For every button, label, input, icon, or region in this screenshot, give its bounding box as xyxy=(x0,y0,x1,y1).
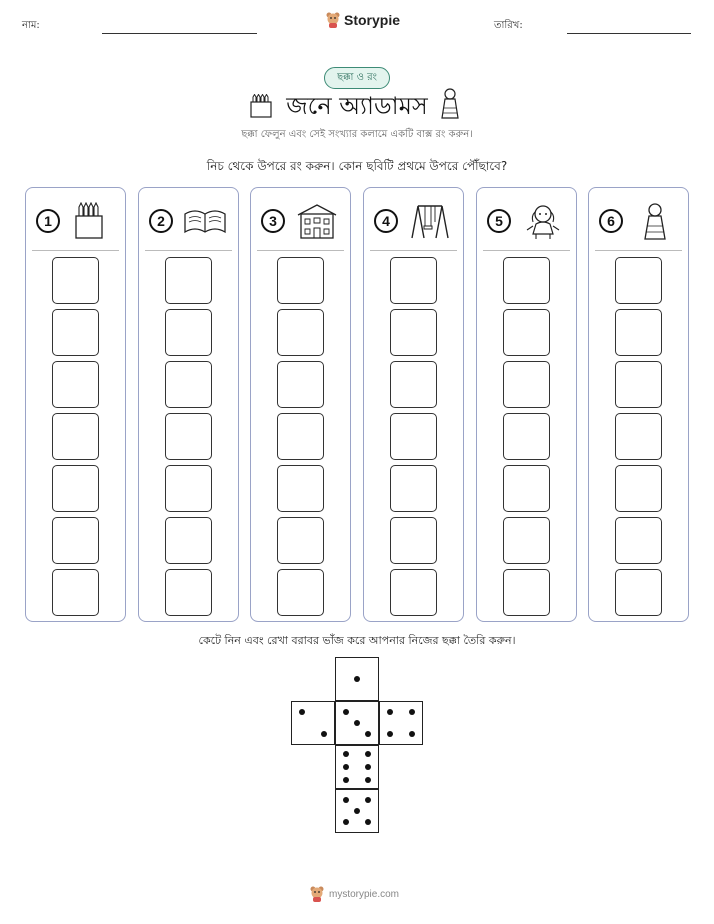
color-box[interactable] xyxy=(390,309,437,356)
die-pip xyxy=(354,676,360,682)
die-face-4 xyxy=(379,701,423,745)
name-label: নাম: xyxy=(22,20,40,31)
column-5 xyxy=(476,187,577,622)
column-number: 4 xyxy=(374,209,398,233)
footer xyxy=(310,886,399,902)
die-pip xyxy=(343,819,349,825)
worksheet-title: জনে অ্যাডামস xyxy=(286,92,428,120)
column-number: 5 xyxy=(487,209,511,233)
doll-figure-icon xyxy=(440,88,460,120)
date-label: তারিখ: xyxy=(494,20,523,31)
color-box[interactable] xyxy=(615,413,662,460)
die-pip xyxy=(409,731,415,737)
dice-instruction: কেটে নিন এবং রেখা বরাবর ভাঁজ করে আপনার নিজের ছক্কা তৈরি করুন। xyxy=(198,634,516,647)
color-box[interactable] xyxy=(277,569,324,616)
footer-url: mystorypie.com xyxy=(329,888,400,900)
color-box[interactable] xyxy=(390,413,437,460)
swing-set-icon xyxy=(408,202,452,240)
color-box[interactable] xyxy=(277,465,324,512)
die-pip xyxy=(321,731,327,737)
color-box[interactable] xyxy=(52,361,99,408)
school-building-icon xyxy=(295,202,339,240)
color-box[interactable] xyxy=(503,413,550,460)
die-pip xyxy=(343,797,349,803)
die-pip xyxy=(343,751,349,757)
die-pip xyxy=(365,797,371,803)
die-pip xyxy=(343,777,349,783)
color-box[interactable] xyxy=(165,517,212,564)
die-pip xyxy=(354,808,360,814)
column-header xyxy=(149,202,229,238)
column-header xyxy=(36,202,116,238)
die-pip xyxy=(365,764,371,770)
open-book-icon xyxy=(183,202,227,240)
name-line[interactable] xyxy=(102,33,257,34)
die-pip xyxy=(365,751,371,757)
die-pip xyxy=(387,731,393,737)
color-box[interactable] xyxy=(390,517,437,564)
color-box[interactable] xyxy=(277,309,324,356)
column-number: 3 xyxy=(261,209,285,233)
color-box[interactable] xyxy=(165,569,212,616)
die-face-2 xyxy=(291,701,335,745)
die-face-6 xyxy=(335,745,379,789)
color-box[interactable] xyxy=(390,465,437,512)
color-box[interactable] xyxy=(615,309,662,356)
column-divider xyxy=(32,250,119,251)
color-box[interactable] xyxy=(615,465,662,512)
column-divider xyxy=(370,250,457,251)
die-pip xyxy=(343,764,349,770)
column-3 xyxy=(250,187,351,622)
brand-logo xyxy=(326,12,400,28)
brand-name: Storypie xyxy=(344,12,401,28)
column-number: 1 xyxy=(36,209,60,233)
color-box[interactable] xyxy=(615,257,662,304)
column-divider xyxy=(483,250,570,251)
color-box[interactable] xyxy=(277,361,324,408)
die-pip xyxy=(365,777,371,783)
bear-mascot-icon xyxy=(310,886,324,902)
column-number: 2 xyxy=(149,209,173,233)
die-face-1 xyxy=(335,657,379,701)
die-pip xyxy=(365,731,371,737)
girl-doll-icon xyxy=(521,202,565,240)
color-box[interactable] xyxy=(165,413,212,460)
crayons-icon xyxy=(70,202,114,240)
color-box[interactable] xyxy=(503,361,550,408)
die-pip xyxy=(299,709,305,715)
column-divider xyxy=(145,250,232,251)
color-box[interactable] xyxy=(165,465,212,512)
subtitle: ছক্কা ফেলুন এবং সেই সংখ্যার কলামে একটি বাক্স রং করুন। xyxy=(241,129,473,140)
die-pip xyxy=(365,819,371,825)
color-box[interactable] xyxy=(52,413,99,460)
color-box[interactable] xyxy=(165,361,212,408)
color-box[interactable] xyxy=(390,361,437,408)
doll-figure-icon xyxy=(633,202,677,240)
column-number: 6 xyxy=(599,209,623,233)
color-box[interactable] xyxy=(277,257,324,304)
column-header xyxy=(374,202,454,238)
column-divider xyxy=(257,250,344,251)
column-header xyxy=(599,202,679,238)
die-pip xyxy=(354,720,360,726)
column-1 xyxy=(25,187,126,622)
color-box[interactable] xyxy=(503,309,550,356)
column-header xyxy=(261,202,341,238)
bear-mascot-icon xyxy=(326,12,340,28)
column-6 xyxy=(588,187,689,622)
column-4 xyxy=(363,187,464,622)
color-box[interactable] xyxy=(390,569,437,616)
color-box[interactable] xyxy=(503,465,550,512)
color-box[interactable] xyxy=(503,517,550,564)
color-box[interactable] xyxy=(52,517,99,564)
die-pip xyxy=(409,709,415,715)
main-instruction: নিচ থেকে উপরে রং করুন। কোন ছবিটি প্রথমে উপরে পৌঁছাবে? xyxy=(206,159,508,173)
color-box[interactable] xyxy=(165,309,212,356)
color-box[interactable] xyxy=(165,257,212,304)
color-box[interactable] xyxy=(52,309,99,356)
color-box[interactable] xyxy=(52,465,99,512)
color-box[interactable] xyxy=(52,569,99,616)
color-box[interactable] xyxy=(52,257,99,304)
die-face-3 xyxy=(335,701,379,745)
color-box[interactable] xyxy=(503,257,550,304)
column-divider xyxy=(595,250,682,251)
die-pip xyxy=(387,709,393,715)
color-box[interactable] xyxy=(277,413,324,460)
color-box[interactable] xyxy=(615,569,662,616)
die-face-5 xyxy=(335,789,379,833)
color-box[interactable] xyxy=(615,361,662,408)
color-box[interactable] xyxy=(615,517,662,564)
color-box[interactable] xyxy=(390,257,437,304)
die-pip xyxy=(343,709,349,715)
color-box[interactable] xyxy=(503,569,550,616)
category-badge: ছক্কা ও রং xyxy=(324,67,390,89)
column-2 xyxy=(138,187,239,622)
date-line[interactable] xyxy=(567,33,691,34)
color-box[interactable] xyxy=(277,517,324,564)
column-header xyxy=(487,202,567,238)
